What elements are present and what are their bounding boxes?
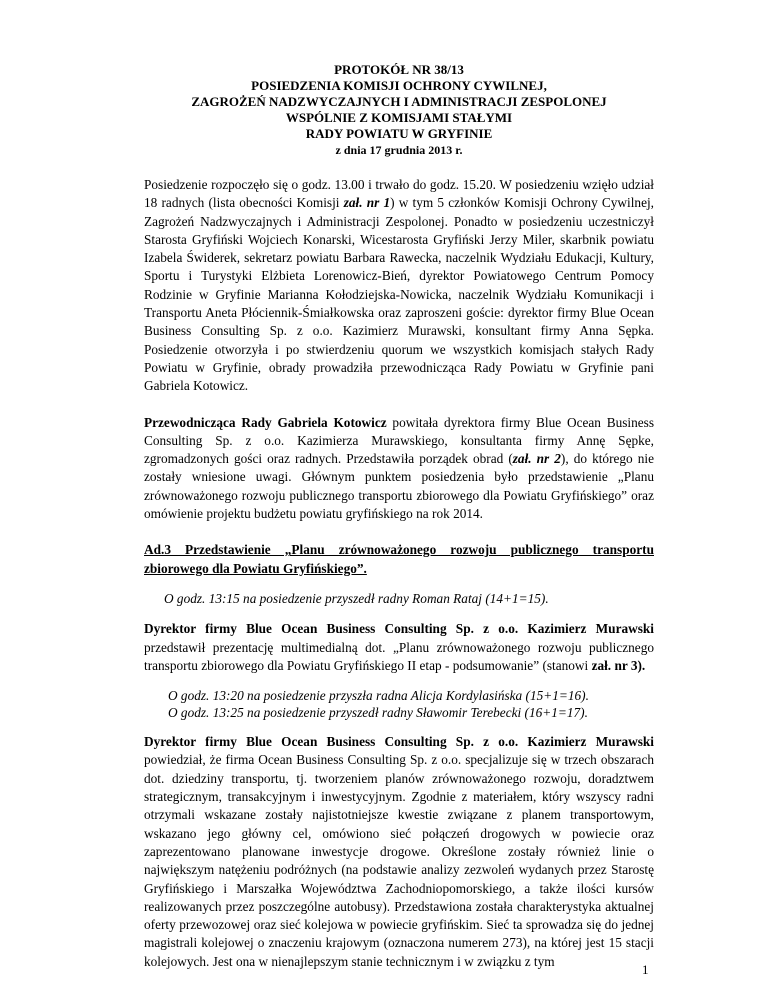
- title-date: z dnia 17 grudnia 2013 r.: [335, 143, 463, 157]
- title-line-2: POSIEDZENIA KOMISJI OCHRONY CYWILNEJ,: [251, 78, 547, 93]
- paragraph-presentation: Dyrektor firmy Blue Ocean Business Consulting Sp. z o.o. Kazimierz Murawski przedstawił prezentację multimedialną dot. „Planu zrównoważonego rozwoju publicznego transportu zbiorowego dla Powiatu Gryfińskiego II etap - podsumowanie” (stanowi zał. nr 3).: [144, 621, 654, 673]
- paragraph-chair-greeting: Przewodnicząca Rady Gabriela Kotowicz powitała dyrektora firmy Blue Ocean Business Consulting Sp. z o.o. Kazimierza Murawskiego, konsultanta firmy Annę Sępke, zgromadzonych gości oraz radnych. Przedstawiła porządek obrad (zał. nr 2), do którego nie zostały wniesione uwagi. Głównym punktem posiedzenia było przedstawienie „Planu zrównoważonego rozwoju publicznego transportu zbiorowego dla Powiatu Gryfińskiego” oraz omówienie projektu budżetu powiatu gryfińskiego na rok 2014.: [144, 414, 654, 522]
- paragraph-opening: Posiedzenie rozpoczęło się o godz. 13.00 i trwało do godz. 15.20. W posiedzeniu wzięło udział 18 radnych (lista obecności Komisji zał. nr 1) w tym 5 członków Komisji Ochrony Cywilnej, Zagrożeń Nadzwyczajnych i Administracji Zespolonej. Ponadto w posiedzeniu uczestniczył Starosta Gryfiński Wojciech Konarski, Wicestarosta Gryfiński Jerzy Miler, skarbnik powiatu Izabela Świderek, sekretarz powiatu Barbara Rawecka, naczelnik Wydziału Edukacji, Kultury, Sportu i Turystyki Elżbieta Lorenowicz-Bień, dyrektor Powiatowego Centrum Pomocy Rodzinie w Gryfinie Marianna Kołodziejska-Nowicka, naczelnik Wydziału Komunikacji i Transportu Aneta Płóciennik-Śmiałkowska oraz zaproszeni goście: dyrektor firmy Blue Ocean Business Consulting Sp. z o.o. Kazimierz Murawski, konsultant firmy Anna Sępka. Posiedzenie otworzyła i po stwierdzeniu quorum we wszystkich komisjach stałych Rady Powiatu w Gryfinie, obrady prowadziła przewodnicząca Rady Powiatu w Gryfinie pani Gabriela Kotowicz.: [144, 177, 654, 394]
- title-line-5: RADY POWIATU W GRYFINIE: [305, 126, 493, 141]
- attendance-note: O godz. 13:15 na posiedzenie przyszedł radny Roman Rataj (14+1=15).: [164, 590, 549, 606]
- attachment-ref-1: zał. nr 1: [343, 195, 391, 211]
- attachment-ref-3: zał. nr 3).: [591, 657, 646, 673]
- attendance-note: O godz. 13:25 na posiedzenie przyszedł radny Sławomir Terebecki (16+1=17).: [168, 705, 588, 721]
- document-title: [144, 62, 654, 158]
- speaker-name: Przewodnicząca Rady Gabriela Kotowicz: [144, 414, 387, 430]
- title-line-4: WSPÓLNIE Z KOMISJAMI STAŁYMI: [285, 110, 513, 125]
- paragraph-company-description: Dyrektor firmy Blue Ocean Business Consulting Sp. z o.o. Kazimierz Murawski powiedział, że firma Ocean Business Consulting Sp. z o.o. specjalizuje się w trzech obszarach dot. dziedziny transportu, tj. tworzeniem planów zrównoważonego rozwoju, doradztwem strategicznym, transakcyjnym i inwestycyjnym. Zgodnie z materiałem, który wszyscy radni otrzymali wskazane zostały najistotniejsze kwestie związane z planem transportowym, wskazano jego główny cel, omówiono sieć połączeń drogowych w powiecie oraz zaprezentowano planowane inwestycje drogowe. Określone zostały również linie o największym natężeniu podróżnych (na podstawie analizy zezwoleń wydanych przez Starostę Gryfińskiego i Marszałka Województwa Zachodniopomorskiego, a także ilości kursów realizowanych przez poszczególne autobusy). Przedstawiona została charakterystyka aktualnej oferty przewozowej oraz sieć kolejowa w powiecie gryfińskim. Sieć ta sprowadza się do jednej magistrali kolejowej o znaczeniu krajowym (oznaczona numerem 273), na której jest 15 stacji kolejowych. Jest ona w nienajlepszym stanie technicznym i w związku z tym: [144, 734, 654, 969]
- title-line-1: PROTOKÓŁ NR 38/13: [334, 62, 464, 77]
- attachment-ref-2: zał. nr 2: [512, 451, 561, 467]
- speaker-name: Dyrektor firmy Blue Ocean Business Consulting Sp. z o.o. Kazimierz Murawski: [144, 621, 654, 637]
- attendance-note: O godz. 13:20 na posiedzenie przyszła radna Alicja Kordylasińska (15+1=16).: [168, 688, 589, 704]
- speaker-name: Dyrektor firmy Blue Ocean Business Consulting Sp. z o.o. Kazimierz Murawski: [144, 734, 654, 750]
- agenda-item-heading: Ad.3 Przedstawienie „Planu zrównoważonego rozwoju publicznego transportu zbiorowego dla Powiatu Gryfińskiego”.: [144, 542, 654, 576]
- title-line-3: ZAGROŻEŃ NADZWYCZAJNYCH I ADMINISTRACJI ZESPOLONEJ: [191, 94, 607, 109]
- page-number: 1: [642, 962, 649, 977]
- document-page: [144, 62, 654, 971]
